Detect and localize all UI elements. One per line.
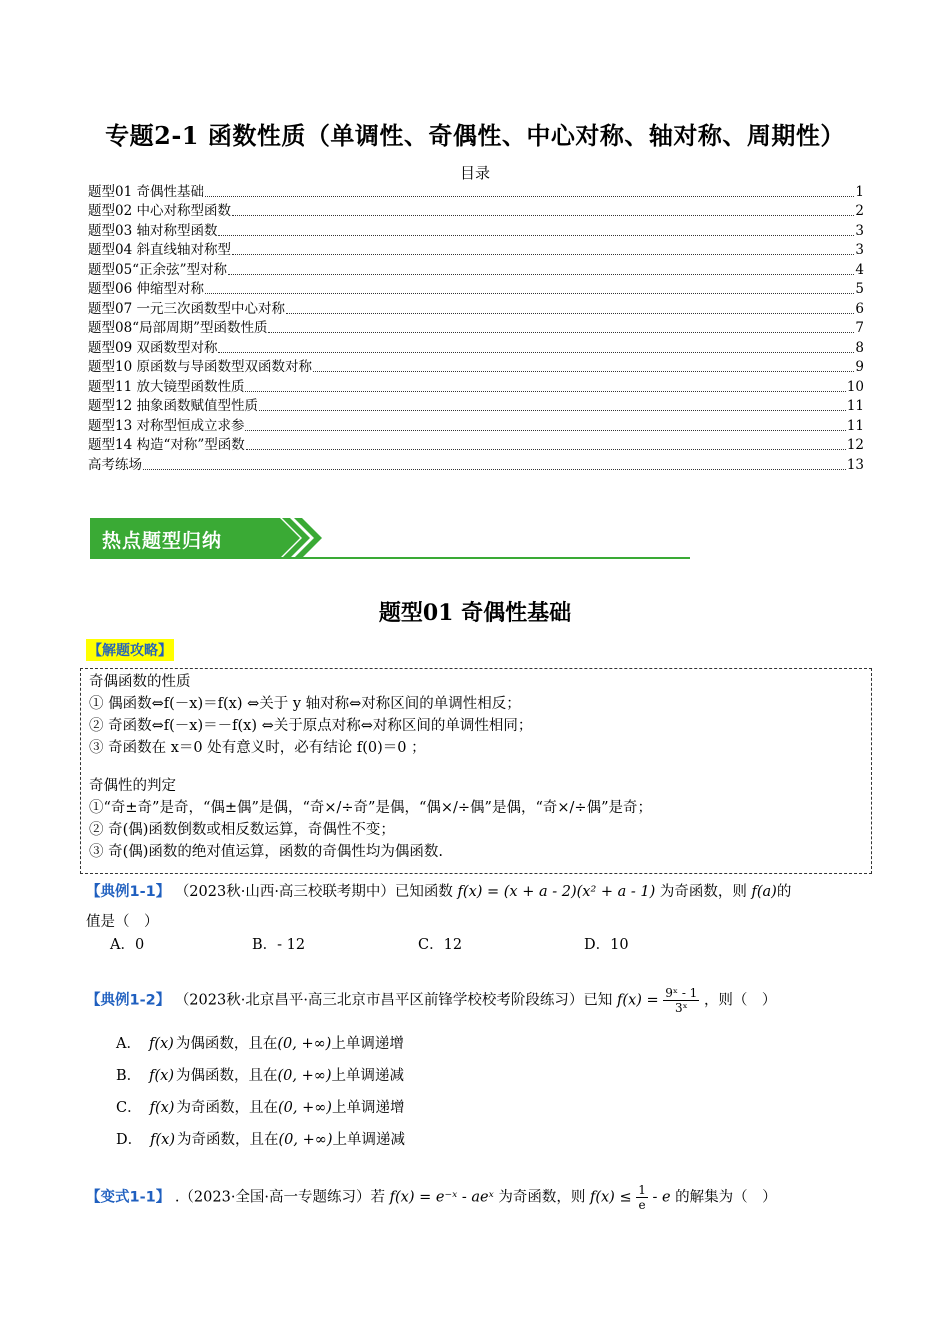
interval: (0, +∞) xyxy=(277,1036,332,1052)
toc-item[interactable] xyxy=(88,436,864,456)
toc-item-label: 题型12 抽象函数赋值型性质 xyxy=(88,398,258,414)
banner-underline xyxy=(90,557,690,559)
toc-leader xyxy=(259,410,846,411)
toc-item-label: 题型02 中心对称型函数 xyxy=(88,203,231,219)
example-1-1 xyxy=(86,881,876,903)
toc-leader xyxy=(218,235,854,236)
toc-item[interactable] xyxy=(88,397,864,417)
option-a[interactable] xyxy=(116,1028,405,1060)
toc-page-number: 3 xyxy=(855,222,864,239)
strategy-line: ② 奇(偶)函数倒数或相反数运算，奇偶性不变； xyxy=(89,822,395,838)
toc-item[interactable] xyxy=(88,280,864,300)
banner-label: 热点题型归纳 xyxy=(102,530,223,552)
toc-page-number: 11 xyxy=(846,398,864,414)
example-text: 的 xyxy=(776,884,792,900)
toc-page-number: 2 xyxy=(855,203,864,219)
fraction-denominator: 3ˣ xyxy=(674,1001,688,1015)
toc-item-label: 题型01 奇偶性基础 xyxy=(88,183,204,200)
option-text: 为偶函数，且在 xyxy=(176,1068,278,1084)
banner-stripes xyxy=(258,518,338,559)
variant-1-1 xyxy=(86,1183,886,1212)
toc-item[interactable] xyxy=(88,319,864,339)
fx-symbol: f(x) xyxy=(149,1100,175,1116)
strategy-line: 奇偶性的判定 xyxy=(89,778,176,794)
option-b[interactable]: B．- 12 xyxy=(252,937,306,953)
strategy-line: ③ 奇函数在 x＝0 处有意义时，必有结论 f(0)＝0 ； xyxy=(89,740,426,756)
option-d[interactable]: D．10 xyxy=(584,937,629,953)
fraction xyxy=(663,986,699,1015)
toc-item[interactable] xyxy=(88,377,864,397)
toc-leader xyxy=(268,332,854,333)
example-source: （2023秋·山西·高三校联考期中）已知函数 xyxy=(174,884,453,900)
toc-item[interactable] xyxy=(88,416,864,436)
toc-item[interactable] xyxy=(88,299,864,319)
example-1-2-options xyxy=(116,1028,405,1156)
toc-leader xyxy=(228,274,854,275)
fa-expression: f(a) xyxy=(751,884,777,900)
toc-leader xyxy=(205,293,854,294)
toc-page-number: 11 xyxy=(846,417,864,434)
toc-leader xyxy=(245,391,845,392)
fraction-numerator: 1 xyxy=(638,1183,646,1197)
toc-item-label: 题型06 伸缩型对称 xyxy=(88,281,204,297)
variant-text: 为奇函数，则 xyxy=(498,1189,586,1206)
fx-symbol: f(x) xyxy=(148,1036,174,1052)
toc-leader xyxy=(232,215,854,216)
example-question: 值是（ ） xyxy=(86,914,159,930)
toc-page-number: 3 xyxy=(855,242,864,258)
toc-page-number: 8 xyxy=(855,339,864,356)
inequality-rhs: - e xyxy=(652,1189,671,1206)
toc-item-label: 题型05“正余弦”型对称 xyxy=(88,261,227,278)
fx-symbol: f(x) xyxy=(617,992,642,1009)
inequality-lhs: f(x) ≤ xyxy=(589,1189,632,1206)
option-c[interactable]: C．12 xyxy=(418,937,463,953)
toc-item-label: 题型08“局部周期”型函数性质 xyxy=(88,320,268,336)
hot-topics-banner xyxy=(90,518,690,560)
function-formula: f(x) = (x + a - 2)(x² + a - 1) xyxy=(457,884,656,900)
fx-symbol: f(x) xyxy=(149,1068,175,1084)
interval: (0, +∞) xyxy=(278,1132,333,1148)
toc-page-number: 13 xyxy=(846,456,864,473)
strategy-line: ② 奇函数⇔f(－x)＝－f(x) ⇔关于原点对称⇔对称区间的单调性相同； xyxy=(89,718,533,734)
option-text: 上单调递增 xyxy=(331,1100,405,1116)
fx-symbol: f(x) xyxy=(150,1132,175,1148)
option-text: 上单调递减 xyxy=(331,1068,405,1084)
interval: (0, +∞) xyxy=(277,1068,332,1084)
toc-item[interactable] xyxy=(88,182,864,202)
option-text: 为奇函数，且在 xyxy=(176,1100,278,1116)
variant-source: .（2023·全国·高一专题练习）若 xyxy=(174,1189,386,1206)
toc-heading: 目录 xyxy=(459,164,490,182)
toc-page-number: 10 xyxy=(846,378,864,395)
option-b[interactable] xyxy=(116,1060,405,1092)
fraction-numerator: 9ˣ - 1 xyxy=(665,986,698,1000)
interval: (0, +∞) xyxy=(277,1100,332,1116)
toc-item-label: 题型10 原函数与导函数型双函数对称 xyxy=(88,359,312,375)
toc-item-label: 题型09 双函数型对称 xyxy=(88,339,218,356)
toc-page-number: 9 xyxy=(855,359,864,375)
toc-item[interactable] xyxy=(88,358,864,378)
toc-page-number: 6 xyxy=(855,300,864,317)
toc-page-number: 4 xyxy=(855,261,864,278)
section-title: 题型01 奇偶性基础 xyxy=(378,600,572,626)
toc-item[interactable] xyxy=(88,202,864,222)
strategy-line: ①“奇±奇”是奇，“偶±偶”是偶，“奇×/÷奇”是偶，“偶×/÷偶”是偶，“奇×/÷偶”是奇； xyxy=(89,800,652,816)
toc-item[interactable] xyxy=(88,221,864,241)
strategy-line: ① 偶函数⇔f(－x)＝f(x) ⇔关于 y 轴对称⇔对称区间的单调性相反； xyxy=(89,696,521,712)
option-d[interactable] xyxy=(116,1124,405,1156)
example-text: 为奇函数，则 xyxy=(659,884,747,900)
option-text: 上单调递增 xyxy=(331,1036,404,1052)
variant-tag: 【变式1-1】 xyxy=(86,1189,171,1206)
function-formula: f(x) = e⁻ˣ - aeˣ xyxy=(389,1189,494,1206)
strategy-tag: 【解题攻略】 xyxy=(86,639,174,661)
toc-leader xyxy=(286,313,854,314)
toc-leader xyxy=(246,449,846,450)
strategy-line: 奇偶函数的性质 xyxy=(89,674,191,690)
toc-item[interactable] xyxy=(88,260,864,280)
example-source: （2023秋·北京昌平·高三北京市昌平区前锋学校校考阶段练习）已知 xyxy=(174,992,613,1009)
toc-item-label: 高考练场 xyxy=(88,456,142,473)
page-title: 专题2-1 函数性质（单调性、奇偶性、中心对称、轴对称、周期性） xyxy=(105,121,845,150)
toc-item-label: 题型07 一元三次函数型中心对称 xyxy=(88,300,285,317)
toc-leader xyxy=(313,371,854,372)
table-of-contents xyxy=(88,182,864,475)
toc-leader xyxy=(205,196,854,197)
toc-item[interactable] xyxy=(88,338,864,358)
option-text: 为奇函数，且在 xyxy=(177,1132,279,1148)
example-tag: 【典例1-1】 xyxy=(86,884,171,900)
strategy-line: ③ 奇(偶)函数的绝对值运算，函数的奇偶性均为偶函数. xyxy=(89,844,444,860)
fraction xyxy=(636,1183,648,1212)
toc-page-number: 1 xyxy=(855,183,864,200)
option-letter: D． xyxy=(116,1132,143,1148)
toc-item-label: 题型14 构造“对称”型函数 xyxy=(88,437,245,453)
toc-item[interactable] xyxy=(88,241,864,261)
toc-item-label: 题型13 对称型恒成立求参 xyxy=(88,417,245,434)
toc-item[interactable] xyxy=(88,455,864,475)
strategy-box xyxy=(80,668,872,874)
example-1-2: 【典例1-2】 （2023秋·北京昌平·高三北京市昌平区前锋学校校考阶段练习）已知 f(x) = $\frac{\text{9ˣ - 1}}{\text{3ˣ}}$ ，则（ ） xyxy=(86,986,777,1015)
fraction-denominator: e xyxy=(638,1198,646,1212)
example-text: ，则（ ） xyxy=(703,992,777,1009)
option-letter: C． xyxy=(116,1100,142,1116)
toc-leader xyxy=(218,352,854,353)
option-c[interactable] xyxy=(116,1092,405,1124)
toc-item-label: 题型03 轴对称型函数 xyxy=(88,222,218,239)
example-tag: 【典例1-2】 xyxy=(86,992,171,1009)
toc-item-label: 题型11 放大镜型函数性质 xyxy=(88,378,245,395)
toc-leader xyxy=(232,254,854,255)
toc-item-label: 题型04 斜直线轴对称型 xyxy=(88,242,231,258)
toc-page-number: 7 xyxy=(855,320,864,336)
option-letter: A． xyxy=(116,1036,141,1052)
toc-page-number: 5 xyxy=(855,281,864,297)
toc-leader xyxy=(245,430,845,431)
option-a[interactable]: A．0 xyxy=(110,937,145,953)
option-text: 上单调递减 xyxy=(332,1132,405,1148)
toc-leader xyxy=(143,469,846,470)
option-text: 为偶函数，且在 xyxy=(175,1036,278,1052)
toc-page-number: 12 xyxy=(846,437,864,453)
example-1-1-options xyxy=(110,933,810,955)
option-letter: B． xyxy=(116,1068,142,1084)
variant-text: 的解集为（ ） xyxy=(675,1189,777,1206)
